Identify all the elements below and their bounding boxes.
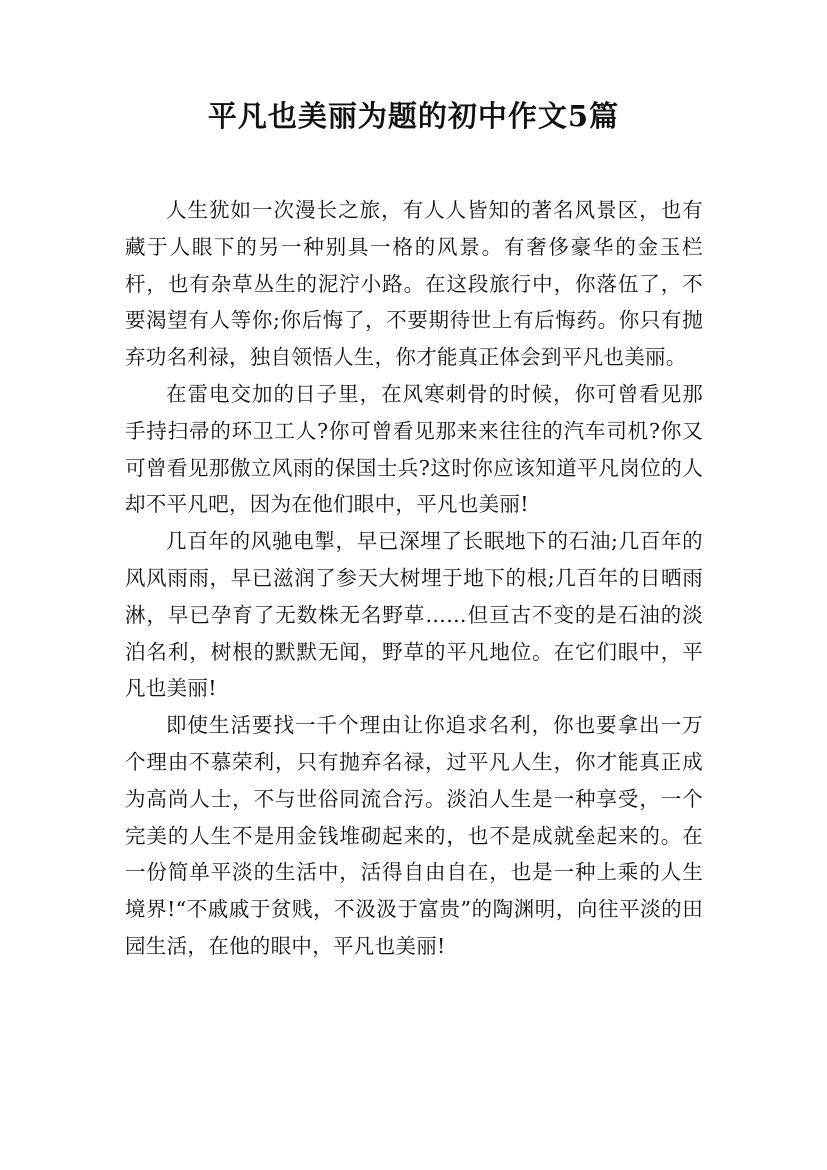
paragraph-4: 即使生活要找一千个理由让你追求名利，你也要拿出一万个理由不慕荣利，只有抛弃名禄，过平凡人生，你才能真正成为高尚人士，不与世俗同流合污。淡泊人生是一种享受，一个完美的人生不是用金钱堆砌起来的，也不是成就垒起来的。在一份简单平淡的生活中，活得自由自在，也是一种上乘的人生境界!“不戚戚于贫贱，不汲汲于富贵”的陶渊明，向往平淡的田园生活，在他的眼中，平凡也美丽!: [125, 713, 703, 958]
paragraph-2: 在雷电交加的日子里，在风寒刺骨的时候，你可曾看见那手持扫帚的环卫工人?你可曾看见那来来往往的汽车司机?你又可曾看见那傲立风雨的保国士兵?这时你应该知道平凡岗位的人却不平凡吧，因为在他们眼中，平凡也美丽!: [125, 381, 703, 517]
document-title: 平凡也美丽为题的初中作文5篇: [207, 99, 620, 133]
paragraph-3: 几百年的风驰电掣，早已深埋了长眠地下的石油;几百年的风风雨雨，早已滋润了参天大树埋于地下的根;几百年的日晒雨淋，早已孕育了无数株无名野草……但亘古不变的是石油的淡泊名利，树根的默默无闻，野草的平凡地位。在它们眼中，平凡也美丽!: [125, 529, 703, 701]
document-body: [125, 192, 703, 965]
paragraph-1: 人生犹如一次漫长之旅，有人人皆知的著名风景区，也有藏于人眼下的另一种别具一格的风景。有奢侈豪华的金玉栏杆，也有杂草丛生的泥泞小路。在这段旅行中，你落伍了，不要渴望有人等你;你后悔了，不要期待世上有后悔药。你只有抛弃功名利禄，独自领悟人生，你才能真正体会到平凡也美丽。: [125, 198, 703, 370]
